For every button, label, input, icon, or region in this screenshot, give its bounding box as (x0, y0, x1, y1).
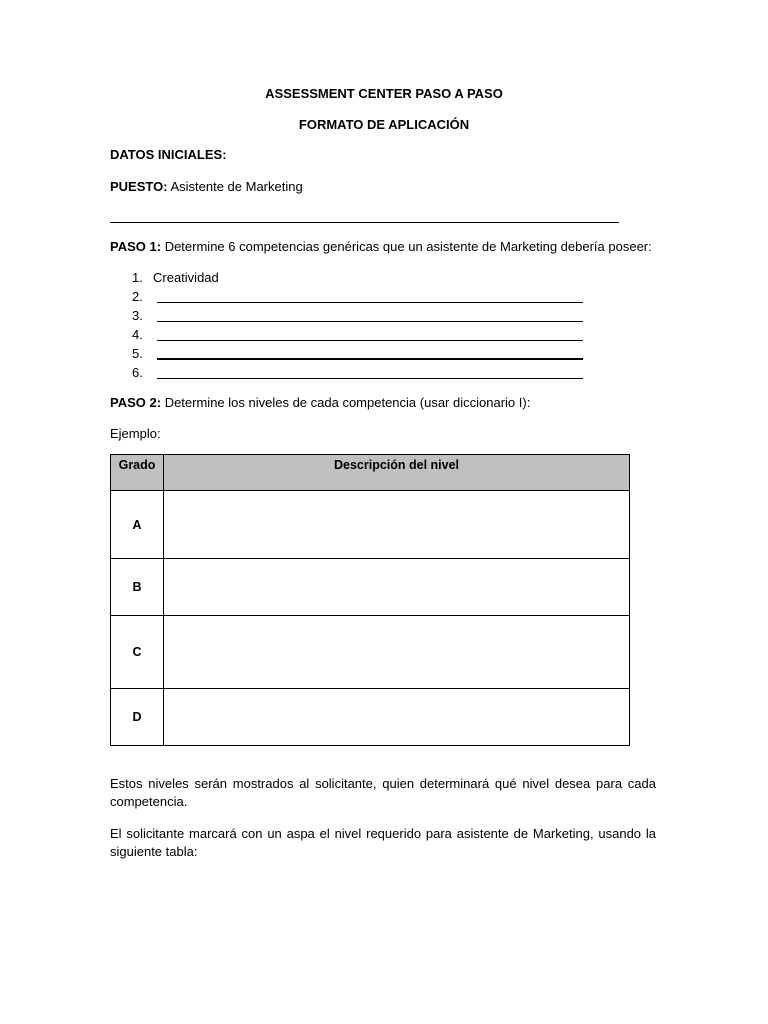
list-item-number: 3. (132, 308, 143, 323)
list-item[interactable] (132, 344, 592, 363)
separator-rule (110, 222, 619, 223)
list-item-number: 5. (132, 346, 143, 361)
fill-in-line[interactable] (157, 378, 583, 379)
step2-text: Determine los niveles de cada competencia (usar diccionario I): (164, 395, 531, 410)
list-item-number: 2. (132, 289, 143, 304)
list-item-number: 6. (132, 365, 143, 380)
fill-in-line[interactable] (157, 302, 583, 303)
list-item[interactable] (132, 306, 592, 325)
list-item-text: Creatividad (153, 270, 219, 285)
list-item[interactable] (132, 363, 592, 382)
list-item-number: 1. (132, 270, 143, 285)
position-value: Asistente de Marketing (170, 179, 303, 194)
table-row (111, 689, 630, 746)
column-header-description: Descripción del nivel (164, 455, 630, 491)
grade-cell: B (111, 559, 164, 616)
paragraph-levels-shown: Estos niveles serán mostrados al solicitante, quien determinará qué nivel desea para cada competencia. (110, 776, 656, 809)
position-label: PUESTO: (110, 179, 168, 194)
document-subtitle: FORMATO DE APLICACIÓN (298, 117, 470, 132)
step2-label: PASO 2: (110, 395, 162, 410)
description-cell[interactable] (164, 491, 630, 559)
initial-data-heading: DATOS INICIALES: (110, 147, 227, 162)
list-item[interactable] (132, 325, 592, 344)
grade-cell: A (111, 491, 164, 559)
description-cell[interactable] (164, 559, 630, 616)
column-header-grade: Grado (111, 455, 164, 491)
step1-label: PASO 1: (110, 239, 162, 254)
document-title: ASSESSMENT CENTER PASO A PASO (265, 86, 503, 101)
fill-in-line[interactable] (157, 340, 583, 341)
paragraph-applicant-marks: El solicitante marcará con un aspa el nivel requerido para asistente de Marketing, usando la siguiente tabla: (110, 826, 656, 859)
example-label: Ejemplo: (110, 426, 161, 441)
table-row (111, 559, 630, 616)
position-line (110, 179, 303, 194)
step2-line (110, 395, 530, 410)
levels-table (110, 454, 630, 746)
step1-line (110, 239, 652, 254)
table-row (111, 616, 630, 689)
grade-cell: C (111, 616, 164, 689)
description-cell[interactable] (164, 616, 630, 689)
list-item[interactable] (132, 287, 592, 306)
fill-in-line[interactable] (157, 321, 583, 322)
list-item (132, 268, 592, 287)
competency-list (132, 268, 592, 382)
fill-in-line[interactable] (157, 358, 583, 360)
table-header-row (111, 455, 630, 491)
table-row (111, 491, 630, 559)
description-cell[interactable] (164, 689, 630, 746)
step1-text: Determine 6 competencias genéricas que un asistente de Marketing debería poseer: (164, 239, 652, 254)
list-item-number: 4. (132, 327, 143, 342)
grade-cell: D (111, 689, 164, 746)
